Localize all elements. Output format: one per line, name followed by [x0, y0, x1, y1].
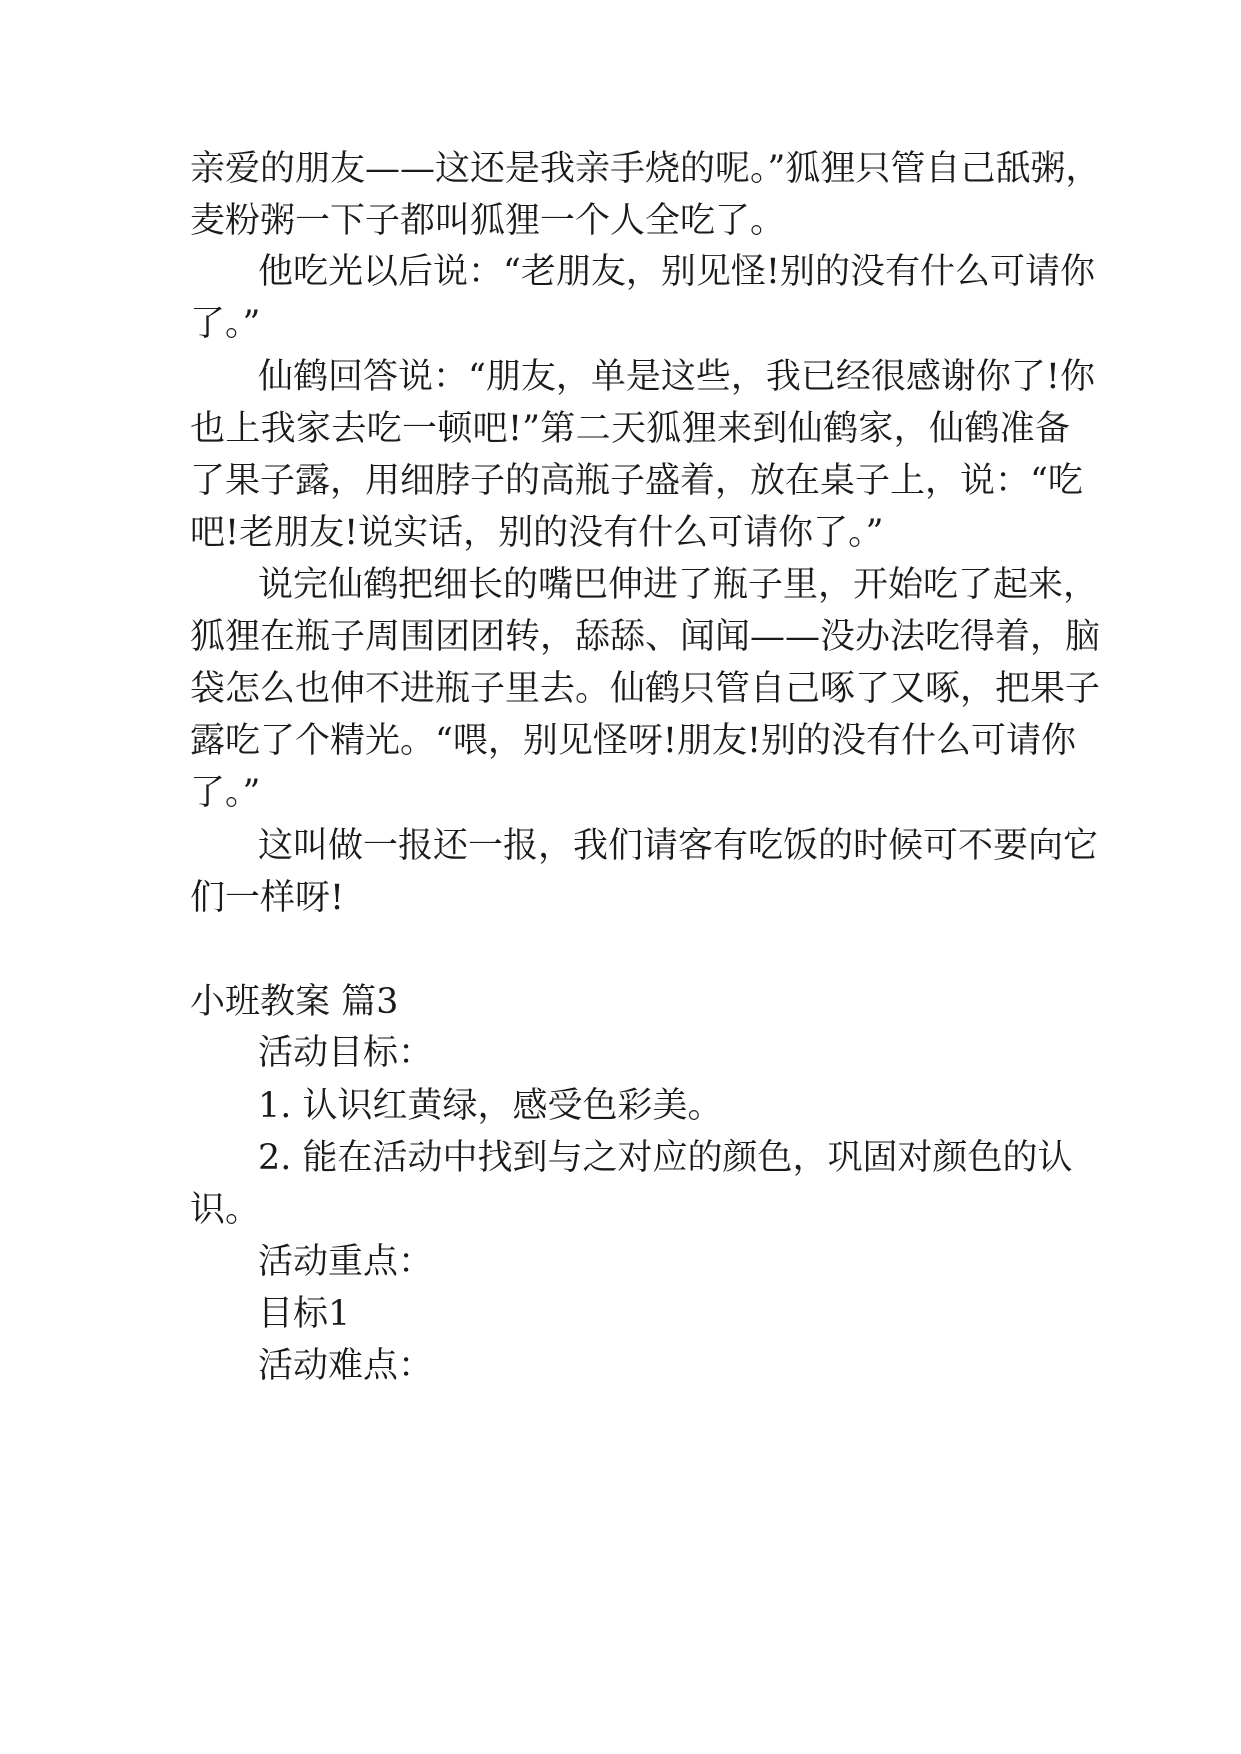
story-line: 亲爱的朋友——这还是我亲手烧的呢。”狐狸只管自己舐粥，	[190, 149, 1101, 189]
lesson-key-point: 目标1	[258, 1294, 351, 1334]
lesson-heading-goals: 活动目标：	[258, 1033, 434, 1073]
section-title: 小班教案 篇3	[190, 982, 399, 1022]
story-line: 这叫做一报还一报，我们请客有吃饭的时候可不要向它	[258, 826, 1099, 866]
story-line: 也上我家去吃一顿吧!”第二天狐狸来到仙鹤家，仙鹤准备	[190, 409, 1070, 449]
story-line: 了果子露，用细脖子的高瓶子盛着，放在桌子上，说：“吃	[190, 461, 1083, 501]
story-line: 袋怎么也伸不进瓶子里去。仙鹤只管自己啄了又啄，把果子	[190, 669, 1101, 709]
story-line: 露吃了个精光。“喂，别见怪呀!朋友!别的没有什么可请你	[190, 721, 1077, 761]
story-line: 了。”	[190, 304, 261, 344]
story-line: 吧!老朋友!说实话，别的没有什么可请你了。”	[190, 513, 884, 553]
lesson-goal-item-continued: 识。	[190, 1190, 261, 1230]
story-line: 他吃光以后说：“老朋友，别见怪!别的没有什么可请你	[258, 252, 1095, 292]
lesson-goal-item: 2. 能在活动中找到与之对应的颜色，巩固对颜色的认	[258, 1138, 1073, 1178]
story-line: 说完仙鹤把细长的嘴巴伸进了瓶子里，开始吃了起来，	[258, 565, 1099, 605]
story-line: 了。”	[190, 773, 261, 813]
story-line: 们一样呀!	[190, 878, 345, 918]
story-line: 狐狸在瓶子周围团团转，舔舔、闻闻——没办法吃得着，脑	[190, 617, 1101, 657]
lesson-goal-item: 1. 认识红黄绿，感受色彩美。	[258, 1086, 723, 1126]
story-line: 麦粉粥一下子都叫狐狸一个人全吃了。	[190, 201, 786, 241]
story-line: 仙鹤回答说：“朋友，单是这些，我已经很感谢你了!你	[258, 357, 1095, 397]
lesson-heading-difficulty: 活动难点：	[258, 1346, 434, 1386]
lesson-heading-key-point: 活动重点：	[258, 1242, 434, 1282]
